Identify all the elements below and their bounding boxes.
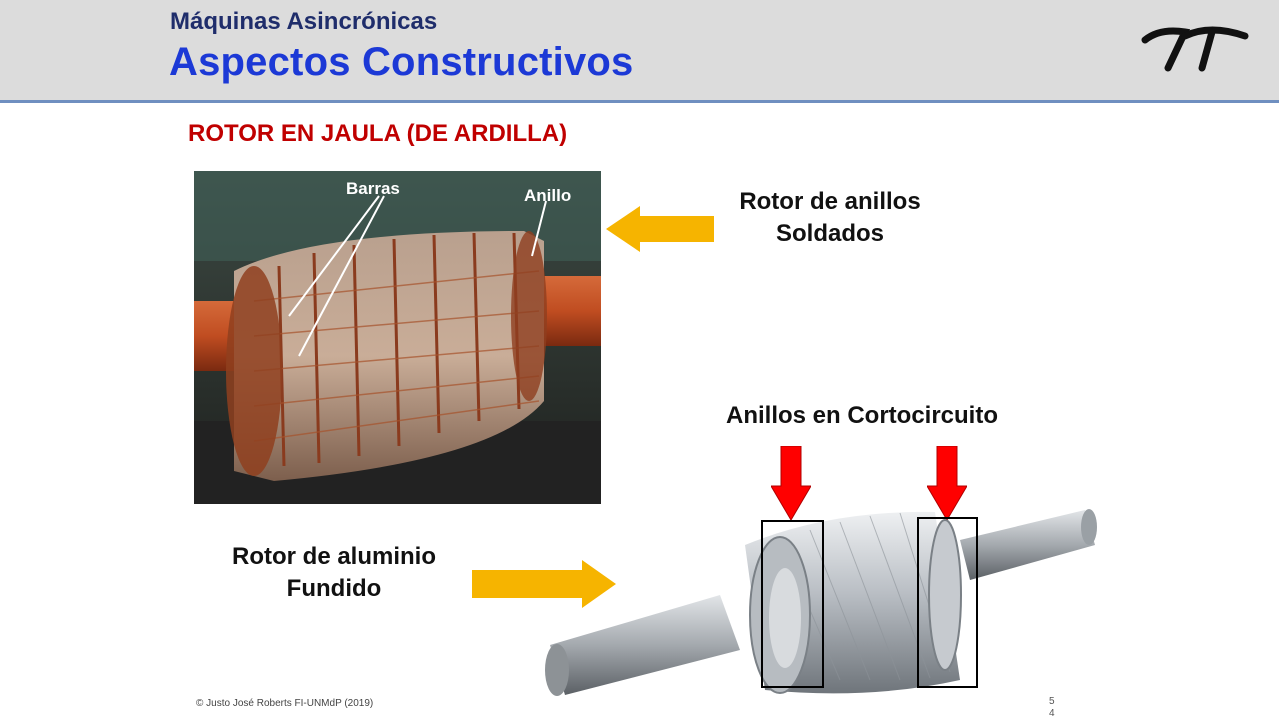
label-anillo: Anillo xyxy=(524,186,572,205)
cage-rotor-photo xyxy=(194,171,601,504)
footer-copyright: © Justo José Roberts FI-UNMdP (2019) xyxy=(196,698,374,709)
header-bar xyxy=(0,0,1279,103)
aluminum-rotor-photo xyxy=(540,500,1100,710)
caption-anillos-corto: Anillos en Cortocircuito xyxy=(725,402,998,429)
cage-rotor-illustration xyxy=(194,171,601,504)
logo-icon xyxy=(1140,18,1250,73)
slide-subtitle: Máquinas Asincrónicas xyxy=(170,8,438,35)
caption-rotor-aluminio-line1: Rotor de aluminio xyxy=(232,543,436,570)
section-title: ROTOR EN JAULA (DE ARDILLA) xyxy=(188,120,568,147)
caption-rotor-anillos xyxy=(720,186,940,250)
caption-rotor-anillos-line2: Soldados xyxy=(775,220,884,247)
label-barras: Barras xyxy=(346,179,400,198)
slide-title: Aspectos Constructivos xyxy=(169,40,634,84)
arrow-left-icon xyxy=(606,206,714,252)
caption-rotor-aluminio xyxy=(214,541,454,605)
caption-rotor-anillos-line1: Rotor de anillos xyxy=(739,188,921,215)
page-number: 54 xyxy=(1049,696,1055,719)
caption-rotor-aluminio-line2: Fundido xyxy=(286,575,382,602)
